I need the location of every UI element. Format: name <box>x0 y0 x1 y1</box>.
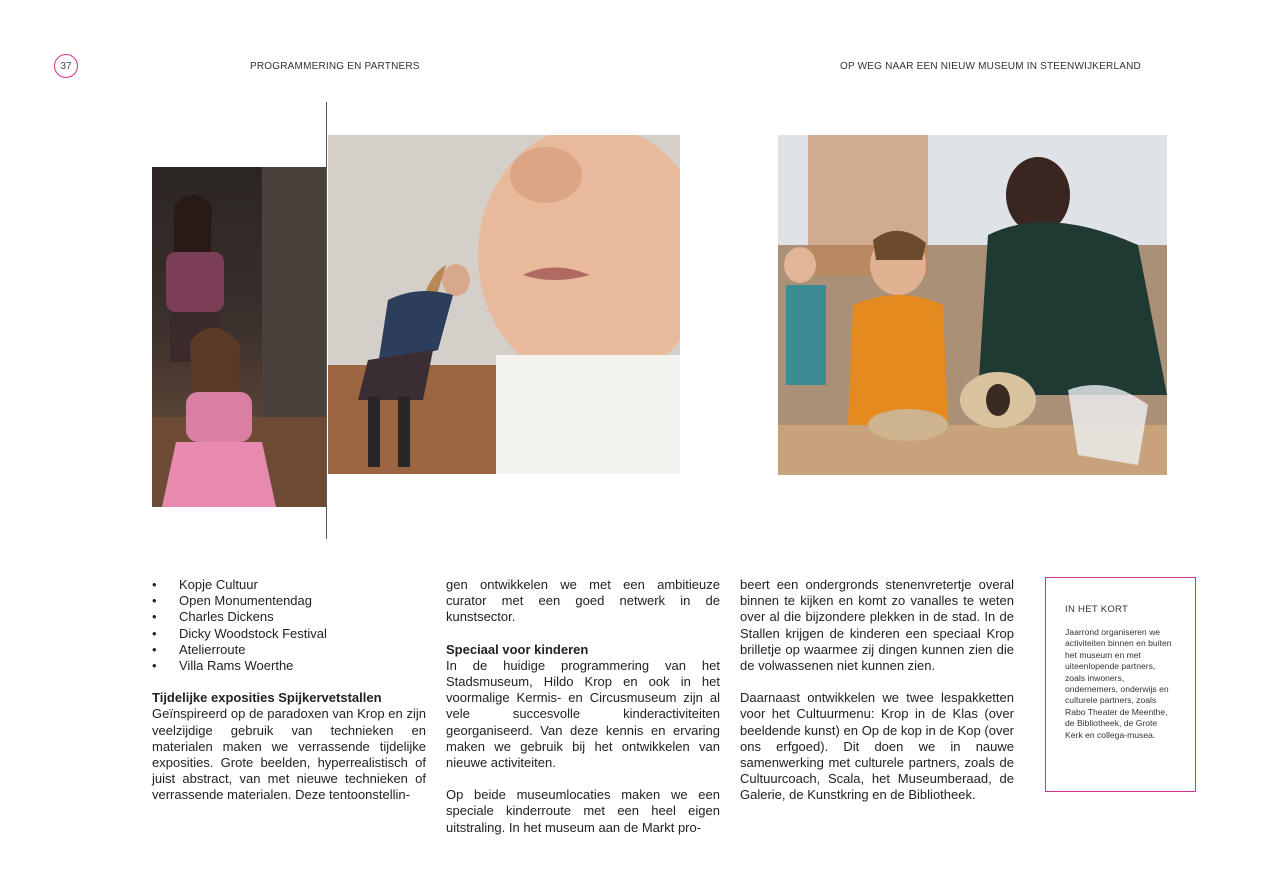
partner-list <box>152 577 426 674</box>
in-het-kort-text: Jaarrond organiseren we activiteiten binnen en buiten het museum en met uiteenlopende partners, zoals inwoners, ondernemers, onderwijs en culturele partners, zoals Rabo Theater de Meenthe, de Bibliotheek, de Grote Kerk en collega-musea. <box>1065 627 1172 740</box>
list-item: • Villa Rams Woerthe <box>152 658 426 674</box>
photo-classroom <box>778 135 1167 475</box>
list-item: • Atelierroute <box>152 642 426 658</box>
section-header-left: PROGRAMMERING EN PARTNERS <box>250 61 420 72</box>
page-number <box>54 54 78 78</box>
page-number-text: 37 <box>60 60 72 72</box>
heading-speciaal-voor-kinderen: Speciaal voor kinderen <box>446 641 589 657</box>
list-item: • Kopje Cultuur <box>152 577 426 593</box>
paragraph-stenenvretertje: beert een ondergronds stenenvretertje overal binnen te kijken en komt zo vanalles te weten over al die bijzondere plekken in de stad. In de Stallen krijgen de kinderen een speciaal Krop brilletje op waarmee zij dingen kunnen zien die de volwassenen niet kunnen zien. <box>740 577 1014 674</box>
text-column-3 <box>740 577 1014 804</box>
list-item: • Dicky Woodstock Festival <box>152 626 426 642</box>
heading-tijdelijke-exposities: Tijdelijke exposities Spijkervetstallen <box>152 690 382 706</box>
paragraph-kinderactiviteiten: In de huidige programmering van het Stadsmuseum, Hildo Krop en ook in het voormalige Kermis- en Circusmuseum zijn al vele succesvolle kinderactiviteiten georganiseerd. Van deze kennis en ervaring maken we gebruik bij het ontwikkelen van nieuwe activiteiten. <box>446 657 720 771</box>
paragraph-exposities: Geïnspireerd op de paradoxen van Krop en zijn veelzijdige gebruik van technieken en materialen maken we verrassende tijdelijke exposities. Grote beelden, hyperrealistisch of juist abstract, van met nieuwe technieken of verrassende materialen. Deze tentoonstellin- <box>152 706 426 803</box>
list-item: • Open Monumentendag <box>152 593 426 609</box>
photo-face-sculpture <box>328 135 680 474</box>
in-het-kort-title: IN HET KORT <box>1065 604 1129 615</box>
section-header-right: OP WEG NAAR EEN NIEUW MUSEUM IN STEENWIJKERLAND <box>840 61 1141 72</box>
photo-classroom-image <box>778 135 1167 475</box>
paragraph-kinderroute: Op beide museumlocaties maken we een speciale kinderroute met een heel eigen uitstraling. In het museum aan de Markt pro- <box>446 787 720 835</box>
text-column-1 <box>152 577 426 804</box>
in-het-kort-box <box>1045 577 1196 792</box>
paragraph-continuation: gen ontwikkelen we met een ambitieuze curator met een goed netwerk in de kunstsector. <box>446 577 720 625</box>
paragraph-lespakketten: Daarnaast ontwikkelen we twee lespakketten voor het Cultuurmenu: Krop in de Klas (over beeldende kunst) en Op de kop in de Kop (over ons erfgoed). Dit doen we in nauwe samenwerking met culturele partners, zoals de Cultuurcoach, Scala, het Museumberaad, de Galerie, de Kunstkring en de Bibliotheek. <box>740 690 1014 803</box>
list-item: • Charles Dickens <box>152 609 426 625</box>
text-column-2 <box>446 577 720 836</box>
photo-girls <box>152 167 326 507</box>
photo-face-image <box>328 135 680 474</box>
divider-line <box>326 102 327 539</box>
photo-girls-image <box>152 167 326 507</box>
